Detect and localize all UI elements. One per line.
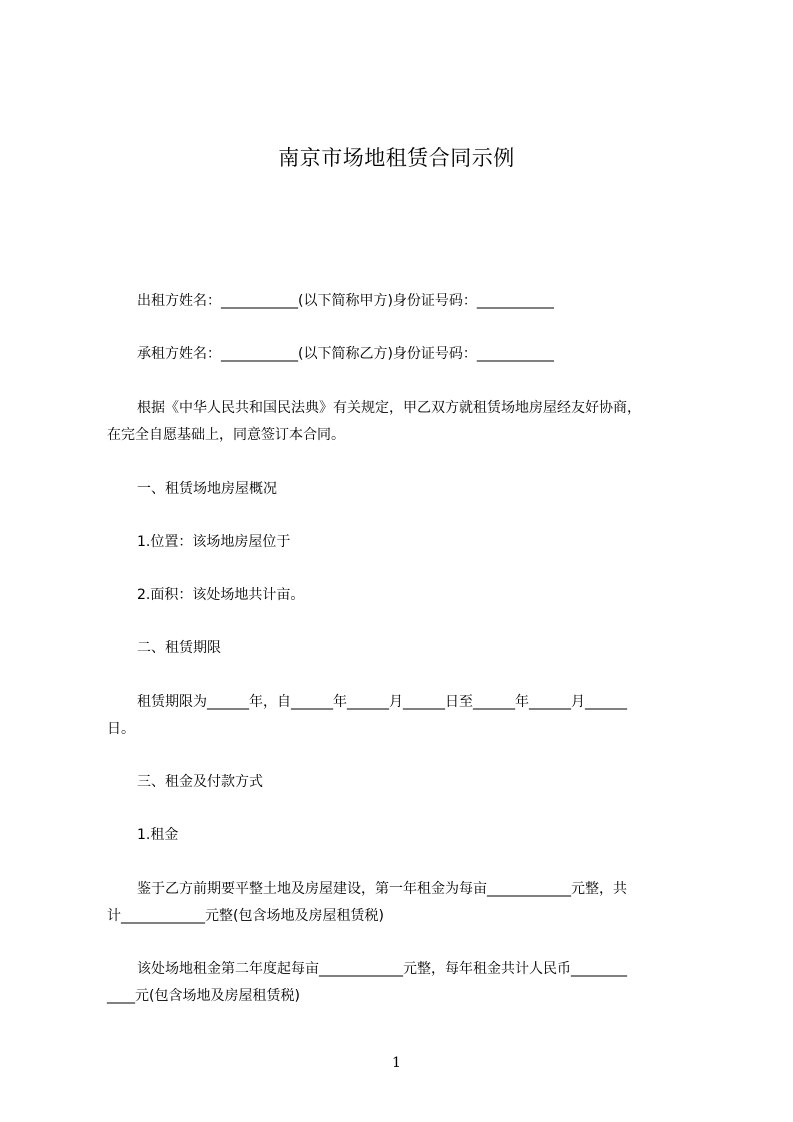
section-heading-term: 二、租赁期限 xyxy=(137,640,221,656)
document-title: 南京市场地租赁合同示例 xyxy=(278,146,515,170)
rent-subheading: 1.租金 xyxy=(137,827,179,843)
section-heading-rent: 三、租金及付款方式 xyxy=(137,774,263,790)
preamble-line-2: 在完全自愿基础上，同意签订本合同。 xyxy=(107,427,345,443)
preamble-line-1: 根据《中华人民共和国民法典》有关规定，甲乙双方就租赁场地房屋经友好协商， xyxy=(137,400,641,416)
term-line-2: 日。 xyxy=(107,721,135,737)
item-area: 2.面积：该处场地共计亩。 xyxy=(137,587,305,603)
item-location: 1.位置：该场地房屋位于 xyxy=(137,534,291,550)
rent-paragraph-2-line-2: ____元(包含场地及房屋租赁税) xyxy=(107,988,300,1004)
section-heading-overview: 一、租赁场地房屋概况 xyxy=(137,481,277,497)
rent-paragraph-2-line-1: 该处场地租金第二年度起每亩____________元整，每年租金共计人民币________ xyxy=(137,961,627,977)
term-line-1: 租赁期限为______年，自______年______月______日至______年______月______ xyxy=(137,694,627,710)
rent-paragraph-1-line-2: 计____________元整(包含场地及房屋租赁税) xyxy=(107,908,384,924)
rent-paragraph-1-line-1: 鉴于乙方前期要平整土地及房屋建设，第一年租金为每亩____________元整，共 xyxy=(137,881,627,897)
page-number: 1 xyxy=(392,1055,401,1071)
lessor-line: 出租方姓名：___________(以下简称甲方)身份证号码：___________ xyxy=(137,293,554,309)
lessee-line: 承租方姓名：___________(以下简称乙方)身份证号码：___________ xyxy=(137,346,554,362)
